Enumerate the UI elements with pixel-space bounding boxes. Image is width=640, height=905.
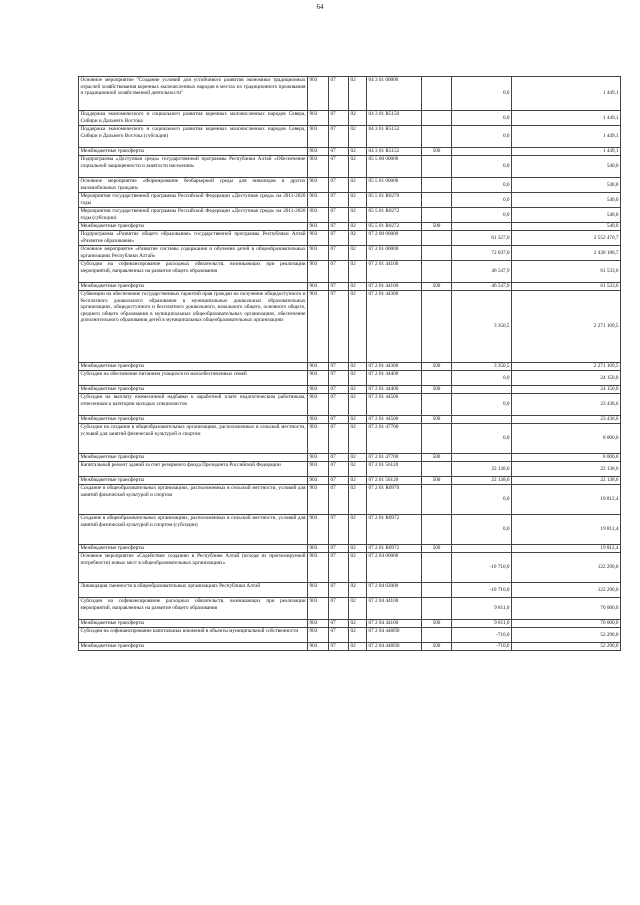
cell-sum2: 70 000,0 bbox=[512, 620, 621, 628]
cell-sum2: 24 150,0 bbox=[512, 386, 621, 394]
cell-pr: 02 bbox=[349, 291, 367, 363]
cell-gr: 903 bbox=[308, 462, 329, 477]
cell-name: Мероприятия государственной программы Российской Федерации «Доступная среда» на 2011-2020 годы (субсидии) bbox=[80, 208, 306, 221]
cell-pr: 02 bbox=[349, 246, 367, 261]
cell-sum2: 540,0 bbox=[512, 156, 621, 178]
cell-gr: 903 bbox=[308, 193, 329, 208]
cell-name: Основное мероприятие «Формирование безбарьерной среды для инвалидов и других маломобильных граждан» bbox=[80, 178, 306, 191]
cell-rz: 07 bbox=[329, 178, 349, 193]
cell-gr: 903 bbox=[308, 156, 329, 178]
cell-name: Межбюджетные трансферты bbox=[79, 643, 308, 651]
cell-name: Межбюджетные трансферты bbox=[79, 477, 308, 485]
cell-csr: 07 2 04 44100 bbox=[367, 598, 422, 620]
cell-csr: 07 2 01 44300 bbox=[367, 363, 422, 371]
cell-pr: 02 bbox=[349, 386, 367, 394]
table-row bbox=[79, 620, 621, 628]
cell-sum1: 0,0 bbox=[452, 208, 512, 223]
cell-rz: 07 bbox=[329, 261, 349, 283]
cell-csr: 07 2 01 44500 bbox=[367, 394, 422, 416]
cell-csr: 07 2 01 R0972 bbox=[367, 515, 422, 545]
cell-pr: 02 bbox=[349, 261, 367, 283]
cell-name: Субсидии на создание в общеобразовательных организациях, расположенных в сельской местности, условий для занятий физической культурой и спортом bbox=[79, 424, 308, 454]
cell-pr: 02 bbox=[349, 371, 367, 386]
cell-sum2: 52 290,0 bbox=[512, 643, 621, 651]
cell-gr: 903 bbox=[308, 291, 329, 363]
cell-sum1 bbox=[452, 416, 512, 424]
cell-sum2: 2 552 470,7 bbox=[512, 231, 621, 246]
cell-csr: 07 2 01 00000 bbox=[367, 246, 422, 261]
cell-gr: 903 bbox=[308, 454, 329, 462]
cell-sum2: 540,0 bbox=[512, 208, 621, 223]
cell-pr: 02 bbox=[349, 462, 367, 477]
cell-csr: 04 3 01 00000 bbox=[367, 77, 422, 111]
cell-gr: 903 bbox=[308, 628, 329, 643]
cell-rz: 07 bbox=[329, 148, 349, 156]
cell-rz: 07 bbox=[329, 620, 349, 628]
cell-vr bbox=[422, 156, 452, 178]
cell-sum1: 72 037,0 bbox=[452, 246, 512, 261]
cell-pr: 02 bbox=[349, 363, 367, 371]
cell-sum1: 46 547,9 bbox=[452, 283, 512, 291]
cell-csr: 07 2 04 448П0 bbox=[367, 628, 422, 643]
cell-rz: 07 bbox=[329, 77, 349, 111]
cell-pr: 02 bbox=[349, 394, 367, 416]
budget-table bbox=[78, 76, 621, 651]
cell-gr: 903 bbox=[308, 416, 329, 424]
cell-name: Межбюджетные трансферты bbox=[79, 283, 308, 291]
cell-gr: 903 bbox=[308, 246, 329, 261]
cell-vr bbox=[422, 462, 452, 477]
cell-gr: 903 bbox=[308, 208, 329, 223]
cell-rz: 07 bbox=[329, 424, 349, 454]
cell-vr: 500 bbox=[422, 283, 452, 291]
cell-sum2: 2 271 109,5 bbox=[512, 291, 621, 363]
cell-sum1: 0,0 bbox=[452, 77, 512, 111]
table-row bbox=[79, 261, 621, 283]
table-row bbox=[79, 583, 621, 598]
cell-csr: 07 2 01 44500 bbox=[367, 416, 422, 424]
cell-gr: 903 bbox=[308, 261, 329, 283]
cell-csr: 07 2 01 56120 bbox=[367, 462, 422, 477]
table-row bbox=[79, 126, 621, 148]
cell-vr: 500 bbox=[422, 643, 452, 651]
cell-pr: 02 bbox=[349, 178, 367, 193]
cell-csr: 07 2 00 00000 bbox=[367, 231, 422, 246]
cell-rz: 07 bbox=[329, 477, 349, 485]
cell-sum1: 9 811,0 bbox=[452, 620, 512, 628]
table-row bbox=[79, 283, 621, 291]
table-row bbox=[79, 643, 621, 651]
cell-sum1: 3 350,5 bbox=[452, 291, 512, 363]
cell-name: Субвенции на обеспечение государственных гарантий прав граждан на получение общедоступного и бесплатного дошкольного образования в муниципальных дошкольных образовательных организациях, общедоступного и бесплатного дошкольного, начального общего, основного общего, среднего общего образования в муниципальных общеобразовательных организациях, обеспечение дополнительного образования детей в муниципальных общеобразовательных организациях bbox=[79, 291, 308, 363]
cell-gr: 903 bbox=[308, 598, 329, 620]
cell-pr: 02 bbox=[349, 231, 367, 246]
cell-rz: 07 bbox=[329, 394, 349, 416]
cell-csr: 07 2 01 47700 bbox=[367, 424, 422, 454]
cell-rz: 07 bbox=[329, 283, 349, 291]
cell-gr: 903 bbox=[308, 394, 329, 416]
cell-csr: 07 2 01 R0972 bbox=[367, 545, 422, 553]
cell-sum2: 122 290,0 bbox=[512, 553, 621, 583]
cell-vr: 500 bbox=[422, 363, 452, 371]
cell-rz: 07 bbox=[329, 156, 349, 178]
cell-sum1: 22 138,6 bbox=[452, 477, 512, 485]
cell-pr: 02 bbox=[349, 628, 367, 643]
table-row bbox=[79, 178, 621, 193]
cell-csr: 04 3 01 R5150 bbox=[367, 111, 422, 126]
cell-vr bbox=[422, 598, 452, 620]
cell-sum2: 23 436,6 bbox=[512, 416, 621, 424]
cell-name: Ликвидация сменности в общеобразовательных организациях Республики Алтай bbox=[79, 583, 308, 598]
cell-rz: 07 bbox=[329, 111, 349, 126]
table-row bbox=[79, 231, 621, 246]
cell-vr bbox=[422, 261, 452, 283]
table-row bbox=[79, 515, 621, 545]
cell-sum1 bbox=[452, 386, 512, 394]
cell-gr: 903 bbox=[308, 515, 329, 545]
cell-sum2: 19 812,4 bbox=[512, 545, 621, 553]
cell-csr: 07 2 01 44300 bbox=[367, 291, 422, 363]
table-row bbox=[79, 598, 621, 620]
cell-sum2: 61 533,6 bbox=[512, 261, 621, 283]
cell-rz: 07 bbox=[329, 515, 349, 545]
table-row bbox=[79, 246, 621, 261]
cell-sum1: 0,0 bbox=[452, 126, 512, 148]
table-row bbox=[79, 628, 621, 643]
cell-vr: 500 bbox=[422, 545, 452, 553]
cell-pr: 02 bbox=[349, 598, 367, 620]
cell-gr: 903 bbox=[308, 371, 329, 386]
cell-gr: 903 bbox=[308, 620, 329, 628]
cell-vr bbox=[422, 553, 452, 583]
cell-vr: 500 bbox=[422, 454, 452, 462]
cell-name: Создание в общеобразовательных организациях, расположенных в сельской местности, условий для занятий физической культурой и спортом bbox=[79, 485, 308, 515]
cell-pr: 02 bbox=[349, 223, 367, 231]
cell-csr: 05 5 01 R0272 bbox=[367, 223, 422, 231]
cell-sum1: 9 811,0 bbox=[452, 598, 512, 620]
cell-sum2: 540,0 bbox=[512, 178, 621, 193]
cell-name: Капитальный ремонт зданий за счет резервного фонда Президента Российской Федерации bbox=[79, 462, 308, 477]
cell-csr: 05 5 00 00000 bbox=[367, 156, 422, 178]
cell-rz: 07 bbox=[329, 231, 349, 246]
cell-name: Межбюджетные трансферты bbox=[79, 620, 308, 628]
cell-rz: 07 bbox=[329, 643, 349, 651]
table-row bbox=[79, 208, 621, 223]
cell-vr bbox=[422, 126, 452, 148]
cell-gr: 903 bbox=[308, 77, 329, 111]
table-row bbox=[79, 424, 621, 454]
cell-rz: 07 bbox=[329, 583, 349, 598]
cell-name: Субсидии на обеспечение питанием учащихся из малообеспеченных семей bbox=[79, 371, 308, 386]
cell-csr: 05 5 01 00000 bbox=[367, 178, 422, 193]
table-row bbox=[79, 545, 621, 553]
cell-name: Подпрограмма «Развитие общего образования» государственной программы Республики Алтай «Развитие образования» bbox=[80, 231, 306, 244]
table-row bbox=[79, 371, 621, 386]
cell-sum1 bbox=[452, 148, 512, 156]
cell-pr: 02 bbox=[349, 477, 367, 485]
cell-sum1: -10 710,0 bbox=[452, 553, 512, 583]
cell-pr: 02 bbox=[349, 454, 367, 462]
cell-rz: 07 bbox=[329, 208, 349, 223]
cell-name: Межбюджетные трансферты bbox=[79, 148, 308, 156]
cell-sum2: 22 138,6 bbox=[512, 462, 621, 477]
cell-vr bbox=[422, 515, 452, 545]
cell-sum1 bbox=[452, 454, 512, 462]
cell-pr: 02 bbox=[349, 156, 367, 178]
cell-rz: 07 bbox=[329, 598, 349, 620]
cell-vr bbox=[422, 583, 452, 598]
cell-rz: 07 bbox=[329, 363, 349, 371]
cell-gr: 903 bbox=[308, 583, 329, 598]
page-number: 64 bbox=[316, 3, 324, 11]
cell-gr: 903 bbox=[308, 477, 329, 485]
cell-name: Субсидии на софинансирование расходных обязательств, возникающих при реализации мероприятий, направленных на развитие общего образования bbox=[79, 261, 308, 283]
cell-rz: 07 bbox=[329, 193, 349, 208]
cell-sum1 bbox=[452, 223, 512, 231]
cell-rz: 07 bbox=[329, 246, 349, 261]
cell-pr: 02 bbox=[349, 148, 367, 156]
cell-name: Основное мероприятие «Содействие созданию в Республике Алтай (исходя из прогнозируемой потребности) новых мест в общеобразовательных организациях» bbox=[79, 553, 308, 583]
cell-vr bbox=[422, 246, 452, 261]
table-row bbox=[79, 454, 621, 462]
cell-gr: 903 bbox=[308, 545, 329, 553]
cell-name: Мероприятия государственной программы Российской Федерации «Доступная среда» на 2011-2020 годы bbox=[80, 193, 306, 206]
cell-vr bbox=[422, 424, 452, 454]
cell-name: Субсидии на выплату ежемесячной надбавки к заработной плате педагогическим работникам, отнесенным к категории молодых специалистов bbox=[79, 394, 308, 416]
table-row bbox=[79, 462, 621, 477]
table-row bbox=[79, 148, 621, 156]
cell-gr: 903 bbox=[308, 148, 329, 156]
cell-pr: 02 bbox=[349, 283, 367, 291]
cell-pr: 02 bbox=[349, 553, 367, 583]
cell-sum1: 0,0 bbox=[452, 394, 512, 416]
cell-csr: 07 2 01 44400 bbox=[367, 386, 422, 394]
cell-gr: 903 bbox=[308, 553, 329, 583]
cell-vr: 500 bbox=[422, 386, 452, 394]
cell-name: Субсидии на софинансирование расходных обязательств, возникающих при реализации мероприятий, направленных на развитие общего образования bbox=[79, 598, 308, 620]
cell-sum1: 0,0 bbox=[452, 424, 512, 454]
cell-sum1: -710,0 bbox=[452, 643, 512, 651]
cell-pr: 02 bbox=[349, 77, 367, 111]
cell-name: Межбюджетные трансферты bbox=[79, 386, 308, 394]
cell-sum2: 122 290,0 bbox=[512, 583, 621, 598]
cell-sum1: 61 327,0 bbox=[452, 231, 512, 246]
cell-sum1: 0,0 bbox=[452, 515, 512, 545]
cell-vr: 500 bbox=[422, 148, 452, 156]
cell-pr: 02 bbox=[349, 620, 367, 628]
cell-sum2: 52 290,0 bbox=[512, 628, 621, 643]
cell-rz: 07 bbox=[329, 223, 349, 231]
cell-sum1 bbox=[452, 545, 512, 553]
cell-rz: 07 bbox=[329, 553, 349, 583]
cell-rz: 07 bbox=[329, 485, 349, 515]
cell-csr: 04 3 01 R5152 bbox=[367, 148, 422, 156]
cell-name: Поддержка экономического и социального развития коренных малочисленных народов Севера, Сибири и Дальнего Востока (субсидии) bbox=[79, 126, 308, 148]
cell-sum2: 19 812,4 bbox=[512, 485, 621, 515]
table-row bbox=[79, 291, 621, 363]
cell-gr: 903 bbox=[308, 643, 329, 651]
cell-pr: 02 bbox=[349, 208, 367, 223]
cell-sum1: 3 350,5 bbox=[452, 363, 512, 371]
cell-vr bbox=[422, 291, 452, 363]
cell-rz: 07 bbox=[329, 628, 349, 643]
cell-sum1: 0,0 bbox=[452, 156, 512, 178]
cell-pr: 02 bbox=[349, 485, 367, 515]
cell-rz: 07 bbox=[329, 416, 349, 424]
table-row bbox=[79, 386, 621, 394]
cell-rz: 07 bbox=[329, 386, 349, 394]
cell-sum2: 1 449,1 bbox=[512, 111, 621, 126]
cell-sum2: 2 430 180,7 bbox=[512, 246, 621, 261]
cell-sum2: 1 449,1 bbox=[512, 77, 621, 111]
cell-gr: 903 bbox=[308, 223, 329, 231]
table-row bbox=[79, 363, 621, 371]
table-row bbox=[79, 156, 621, 178]
cell-gr: 903 bbox=[308, 231, 329, 246]
cell-sum1: 0,0 bbox=[452, 178, 512, 193]
cell-gr: 903 bbox=[308, 424, 329, 454]
cell-sum1: -710,0 bbox=[452, 628, 512, 643]
cell-vr: 500 bbox=[422, 477, 452, 485]
cell-name: Подпрограмма «Доступная среда» государственной программы Республики Алтай «Обеспечение социальной защищенности и занятости населения» bbox=[79, 156, 308, 178]
cell-csr: 07 2 01 44100 bbox=[367, 261, 422, 283]
cell-vr bbox=[422, 178, 452, 193]
table-row bbox=[79, 77, 621, 111]
cell-csr: 07 2 01 R0970 bbox=[367, 485, 422, 515]
cell-csr: 07 2 04 02000 bbox=[367, 583, 422, 598]
cell-gr: 903 bbox=[308, 386, 329, 394]
cell-rz: 07 bbox=[329, 371, 349, 386]
cell-sum2: 70 000,0 bbox=[512, 598, 621, 620]
cell-name: Субсидии на софинансирование капитальных вложений в объекты муниципальной собственности bbox=[79, 628, 308, 643]
cell-rz: 07 bbox=[329, 126, 349, 148]
cell-pr: 02 bbox=[349, 424, 367, 454]
cell-sum1: 0,0 bbox=[452, 193, 512, 208]
cell-vr: 500 bbox=[422, 223, 452, 231]
cell-sum2: 1 449,1 bbox=[512, 148, 621, 156]
cell-pr: 02 bbox=[349, 193, 367, 208]
cell-sum2: 540,0 bbox=[512, 193, 621, 208]
cell-sum2: 540,0 bbox=[512, 223, 621, 231]
cell-sum1: 46 547,9 bbox=[452, 261, 512, 283]
cell-name: Межбюджетные трансферты bbox=[79, 454, 308, 462]
cell-sum1: 0,0 bbox=[452, 371, 512, 386]
cell-sum2: 61 533,6 bbox=[512, 283, 621, 291]
cell-name: Поддержка экономического и социального развития коренных малочисленных народов Севера, Сибири и Дальнего Востока bbox=[80, 111, 306, 124]
cell-pr: 02 bbox=[349, 545, 367, 553]
table-row bbox=[79, 485, 621, 515]
cell-sum2: 19 812,4 bbox=[512, 515, 621, 545]
cell-sum1: 0,0 bbox=[452, 111, 512, 126]
cell-gr: 903 bbox=[308, 283, 329, 291]
cell-sum1: -10 710,0 bbox=[452, 583, 512, 598]
cell-rz: 07 bbox=[329, 462, 349, 477]
cell-gr: 903 bbox=[308, 111, 329, 126]
cell-name: Создание в общеобразовательных организациях, расположенных в сельской местности, условий для занятий физической культурой и спортом (субсидии) bbox=[79, 515, 308, 545]
cell-csr: 04 3 01 R5152 bbox=[367, 126, 422, 148]
cell-name: Основное мероприятие "Создание условий для устойчивого развития экономики традиционных отраслей хозяйствования коренных малочисленных народов в местах их традиционного проживания и традиционной хозяйственной деятельности" bbox=[79, 77, 308, 111]
cell-rz: 07 bbox=[329, 454, 349, 462]
cell-csr: 05 5 01 R0270 bbox=[367, 193, 422, 208]
cell-pr: 02 bbox=[349, 583, 367, 598]
table-row bbox=[79, 111, 621, 126]
table-row bbox=[79, 416, 621, 424]
table-body bbox=[79, 77, 621, 651]
cell-pr: 02 bbox=[349, 515, 367, 545]
cell-sum1: 22 138,6 bbox=[452, 462, 512, 477]
cell-name: Основное мероприятие «Развитие системы содержания и обучения детей в общеобразовательных организациях Республики Алтай» bbox=[80, 246, 306, 259]
cell-pr: 02 bbox=[349, 126, 367, 148]
cell-sum2: 24 150,0 bbox=[512, 371, 621, 386]
cell-vr bbox=[422, 394, 452, 416]
cell-name: Межбюджетные трансферты bbox=[79, 545, 308, 553]
cell-csr: 05 5 01 R0272 bbox=[367, 208, 422, 223]
cell-pr: 02 bbox=[349, 111, 367, 126]
cell-csr: 07 2 04 00000 bbox=[367, 553, 422, 583]
cell-gr: 903 bbox=[308, 363, 329, 371]
cell-csr: 07 2 01 44100 bbox=[367, 283, 422, 291]
cell-vr bbox=[422, 371, 452, 386]
cell-gr: 903 bbox=[308, 178, 329, 193]
cell-name: Межбюджетные трансферты bbox=[79, 223, 308, 231]
cell-sum1: 0,0 bbox=[452, 485, 512, 515]
cell-sum2: 8 000,0 bbox=[512, 454, 621, 462]
cell-vr bbox=[422, 111, 452, 126]
cell-vr bbox=[422, 628, 452, 643]
cell-vr bbox=[422, 193, 452, 208]
cell-csr: 07 2 04 44100 bbox=[367, 620, 422, 628]
cell-vr: 500 bbox=[422, 416, 452, 424]
cell-vr bbox=[422, 77, 452, 111]
cell-csr: 07 2 01 47700 bbox=[367, 454, 422, 462]
cell-sum2: 22 138,6 bbox=[512, 477, 621, 485]
cell-csr: 07 2 04 448П0 bbox=[367, 643, 422, 651]
table-row bbox=[79, 193, 621, 208]
cell-sum2: 2 271 109,5 bbox=[512, 363, 621, 371]
cell-name: Межбюджетные трансферты bbox=[79, 363, 308, 371]
cell-vr bbox=[422, 231, 452, 246]
cell-vr bbox=[422, 485, 452, 515]
cell-csr: 07 2 01 44400 bbox=[367, 371, 422, 386]
cell-vr bbox=[422, 208, 452, 223]
table-row bbox=[79, 477, 621, 485]
cell-gr: 903 bbox=[308, 485, 329, 515]
cell-sum2: 23 436,6 bbox=[512, 394, 621, 416]
cell-rz: 07 bbox=[329, 545, 349, 553]
table-row bbox=[79, 394, 621, 416]
table-row bbox=[79, 223, 621, 231]
cell-csr: 07 2 01 56120 bbox=[367, 477, 422, 485]
cell-pr: 02 bbox=[349, 416, 367, 424]
cell-sum2: 8 000,0 bbox=[512, 424, 621, 454]
table-row bbox=[79, 553, 621, 583]
cell-gr: 903 bbox=[308, 126, 329, 148]
cell-sum2: 1 449,1 bbox=[512, 126, 621, 148]
cell-vr: 500 bbox=[422, 620, 452, 628]
cell-name: Межбюджетные трансферты bbox=[79, 416, 308, 424]
cell-pr: 02 bbox=[349, 643, 367, 651]
cell-rz: 07 bbox=[329, 291, 349, 363]
